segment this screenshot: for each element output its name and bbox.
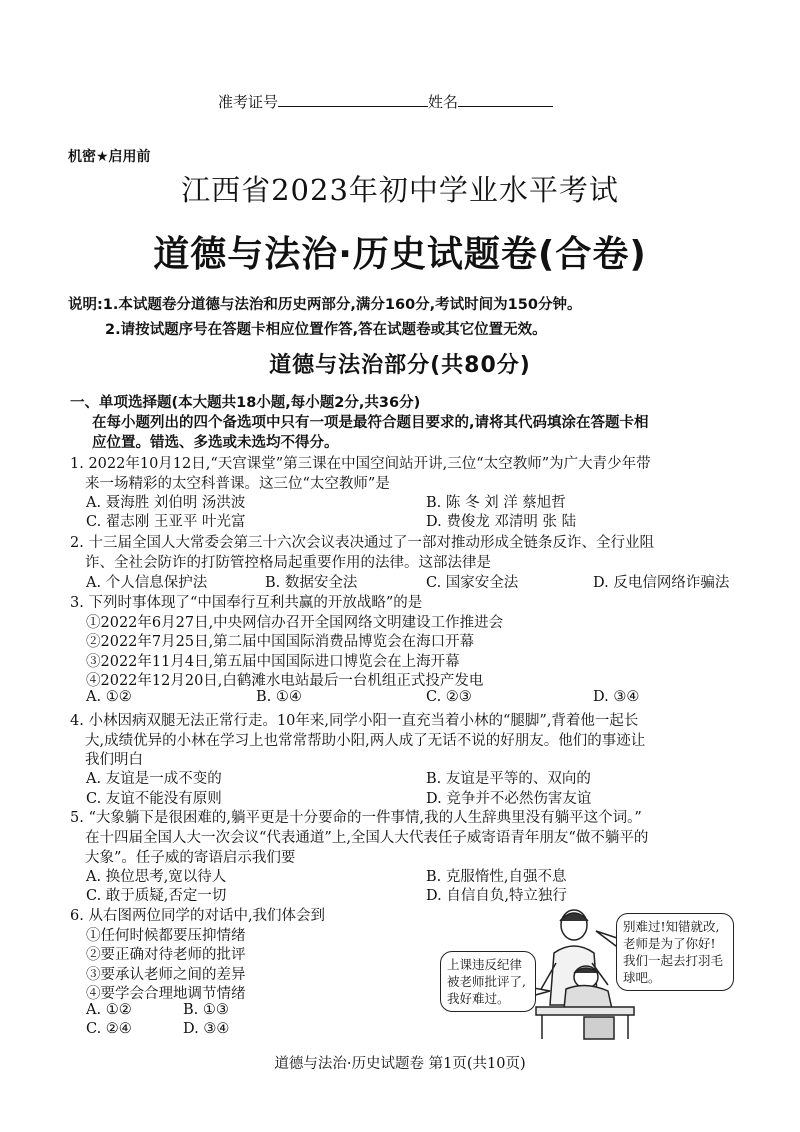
question-1-line-2: 来一场精彩的太空科普课。这三位“太空教师”是	[85, 476, 390, 492]
question-6-statement-1: ①任何时候都要压抑情绪	[86, 928, 246, 944]
question-2-option-d: D. 反电信网络诈骗法	[593, 575, 730, 591]
paper-title: 道德与法治·历史试题卷(合卷)	[153, 234, 647, 275]
question-6-statement-4: ④要学会合理地调节情绪	[86, 986, 246, 1002]
question-4-option-c: C. 友谊不能没有原则	[86, 791, 222, 807]
part-instruction-1: 在每小题列出的四个备选项中只有一项是最符合题目要求的,请将其代码填涂在答题卡相	[92, 415, 649, 431]
question-5-option-d: D. 自信自负,特立独行	[426, 888, 567, 904]
question-5-option-b: B. 克服惰性,自强不息	[426, 869, 567, 885]
question-4-line-2: 大,成绩优异的小林在学习上也常常帮助小阳,两人成了无话不说的好朋友。他们的事迹让	[85, 733, 646, 749]
question-6-line-1: 6. 从右图两位同学的对话中,我们体会到	[70, 908, 326, 924]
question-2-option-c: C. 国家安全法	[426, 575, 519, 591]
question-3-option-d: D. ③④	[593, 689, 640, 705]
question-2-line-2: 诈、全社会防诈的打防管控格局起重要作用的法律。这部法律是	[85, 555, 491, 571]
exam-title: 江西省2023年初中学业水平考试	[181, 173, 619, 207]
question-6-option-b: B. ①③	[183, 1002, 229, 1018]
part-instruction-2: 应位置。错选、多选或未选均不得分。	[92, 435, 339, 451]
question-3-option-b: B. ①④	[256, 689, 302, 705]
question-4-line-3: 我们明白	[85, 752, 143, 768]
question-6-statement-2: ②要正确对待老师的批评	[86, 947, 246, 963]
question-5-option-c: C. 敢于质疑,否定一切	[86, 888, 227, 904]
question-2-option-b: B. 数据安全法	[265, 575, 358, 591]
question-5-option-a: A. 换位思考,宽以待人	[86, 869, 227, 885]
desk	[536, 1007, 634, 1039]
candidate-info-line	[218, 91, 553, 112]
question-3-statement-4: ④2022年12月20日,白鹤滩水电站最后一台机组正式投产发电	[86, 673, 484, 689]
name-label: 姓名	[428, 93, 459, 111]
section-title: 道德与法治部分(共80分)	[269, 353, 531, 378]
question-3-line-1: 3. 下列时事体现了“中国奉行互利共赢的开放战略”的是	[70, 595, 423, 611]
question-1-option-c: C. 翟志刚 王亚平 叶光富	[86, 514, 246, 530]
question-1-option-b: B. 陈 冬 刘 洋 蔡旭哲	[426, 495, 566, 511]
question-1-line-1: 1. 2022年10月12日,“天宫课堂”第三课在中国空间站开讲,三位“太空教师”为广大青少年带	[70, 456, 651, 472]
part-heading: 一、单项选择题(本大题共18小题,每小题2分,共36分)	[70, 395, 421, 411]
question-1-option-a: A. 聂海胜 刘伯明 汤洪波	[86, 495, 246, 511]
student-speech-bubble: 上课违反纪律被老师批评了,我好难过。	[440, 951, 536, 1012]
question-3-option-c: C. ②③	[426, 689, 472, 705]
question-5-line-2: 在十四届全国人大一次会议“代表通道”上,全国人大代表任子威寄语青年朋友“做不躺平的	[85, 830, 649, 846]
question-2-line-1: 2. 十三届全国人大常委会第三十六次会议表决通过了一部对推动形成全链条反诈、全行业阻	[70, 535, 654, 551]
question-6-option-c: C. ②④	[86, 1021, 132, 1037]
question-2-option-a: A. 个人信息保护法	[86, 575, 208, 591]
question-4-option-d: D. 竞争并不必然伤害友谊	[426, 791, 592, 807]
dialogue-cartoon	[436, 905, 736, 1040]
question-4-line-1: 4. 小林因病双腿无法正常行走。10年来,同学小阳一直充当着小林的“腿脚”,背着他一起长	[70, 713, 639, 729]
ticket-number-blank	[278, 92, 428, 107]
ticket-number-label: 准考证号	[218, 93, 279, 111]
question-5-line-3: 大象”。任子威的寄语启示我们要	[85, 850, 296, 866]
instruction-note-1: 说明:1.本试题卷分道德与法治和历史两部分,满分160分,考试时间为150分钟。	[68, 297, 582, 313]
question-3-option-a: A. ①②	[86, 689, 132, 705]
question-1-option-d: D. 费俊龙 邓清明 张 陆	[426, 514, 577, 530]
question-3-statement-2: ②2022年7月25日,第二届中国国际消费品博览会在海口开幕	[86, 634, 475, 650]
confidential-mark: 机密★启用前	[68, 149, 151, 165]
question-3-statement-3: ③2022年11月4日,第五届中国国际进口博览会在上海开幕	[86, 654, 460, 670]
instruction-note-2: 2.请按试题序号在答题卡相应位置作答,答在试题卷或其它位置无效。	[105, 322, 547, 338]
question-6-statement-3: ③要承认老师之间的差异	[86, 967, 246, 983]
question-3-statement-1: ①2022年6月27日,中央网信办召开全国网络文明建设工作推进会	[86, 615, 504, 631]
question-4-option-a: A. 友谊是一成不变的	[86, 771, 222, 787]
question-5-line-1: 5. “大象躺下是很困难的,躺平更是十分要命的一件事情,我的人生辞典里没有躺平这个词。”	[70, 810, 642, 826]
teacher-speech-bubble: 别难过!知错就改,老师是为了你好!我们一起去打羽毛球吧。	[616, 913, 734, 991]
name-blank	[458, 92, 553, 107]
page-footer: 道德与法治·历史试题卷 第1页(共10页)	[274, 1056, 526, 1072]
question-4-option-b: B. 友谊是平等的、双向的	[426, 771, 591, 787]
question-6-option-a: A. ①②	[86, 1002, 132, 1018]
question-6-option-d: D. ③④	[183, 1021, 230, 1037]
